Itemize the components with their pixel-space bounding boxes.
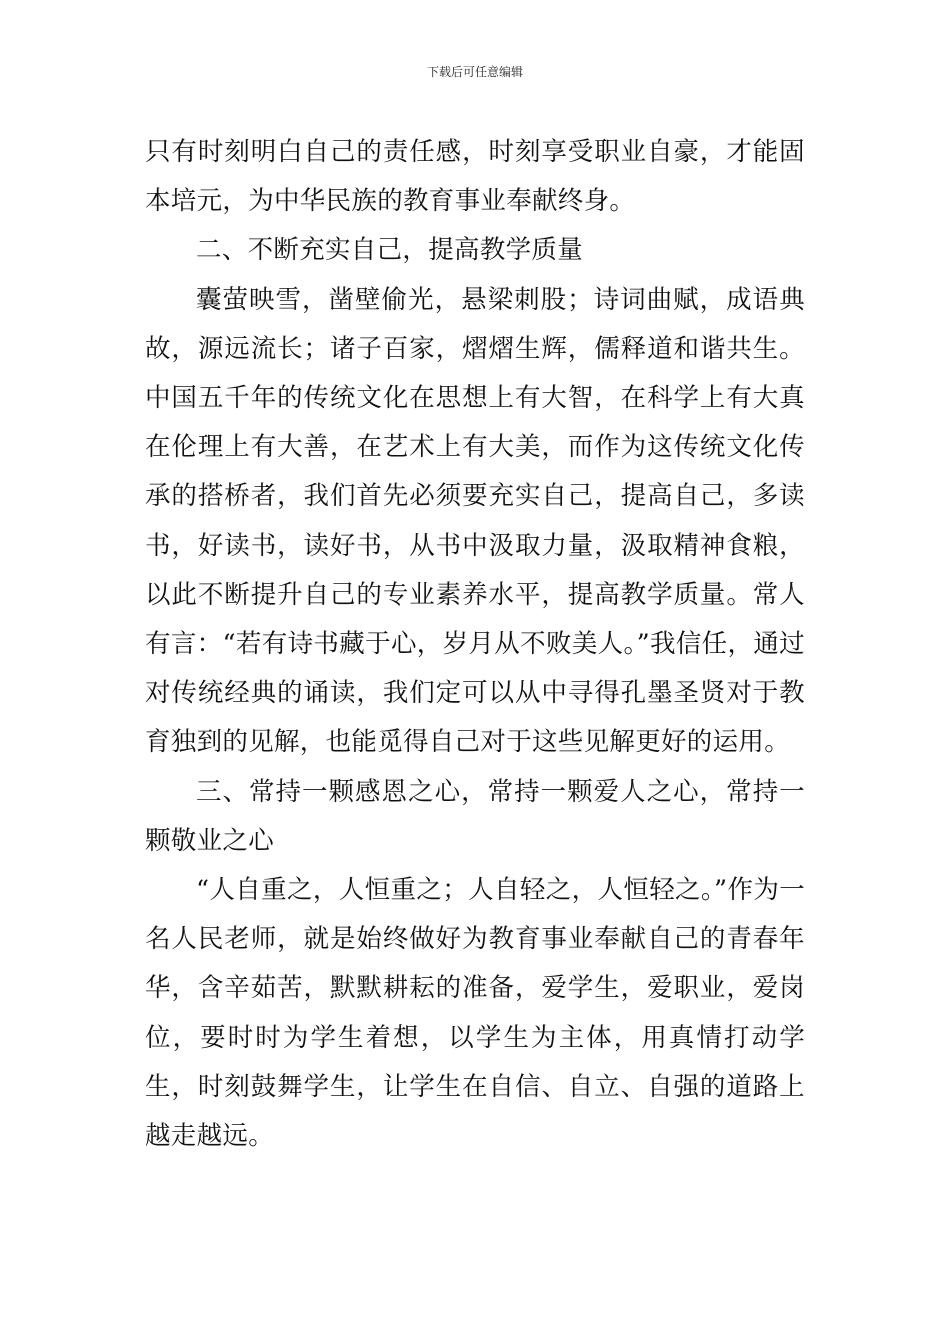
section-heading-2: 二、不断充实自己，提高教学质量 (196, 235, 584, 266)
header-note: 下载后可任意编辑 (426, 65, 523, 79)
section-heading-3: 三、常持一颗感恩之心，常持一颗爱人之心，常持一颗敬业之心 (145, 776, 805, 856)
paragraph-section-2: 囊萤映雪，凿壁偷光，悬梁刺股；诗词曲赋，成语典故，源远流长；诸子百家，熠熠生辉，儒释道和谐共生。中国五千年的传统文化在思想上有大智，在科学上有大真在伦理上有大善，在艺术上有大美，而作为这传统文化传承的搭桥者，我们首先必须要充实自己，提高自己，多读书，好读书，读好书，从书中汲取力量，汲取精神食粮，以此不断提升自己的专业素养水平，提高教学质量。常人有言：“若有诗书藏于心，岁月从不败美人。”我信任，通过对传统经典的诵读，我们定可以从中寻得孔墨圣贤对于教育独到的见解，也能觅得自己对于这些见解更好的运用。 (145, 284, 805, 758)
paragraph-section-3: “人自重之，人恒重之；人自轻之，人恒轻之。”作为一名人民老师，就是始终做好为教育事业奉献自己的青春年华，含辛茹苦，默默耕耘的准备，爱学生，爱职业，爱岗位，要时时为学生着想，以学生为主体，用真情打动学生，时刻鼓舞学生，让学生在自信、自立、自强的道路上越走越远。 (145, 875, 805, 1152)
paragraph-continuation: 只有时刻明白自己的责任感，时刻享受职业自豪，才能固本培元，为中华民族的教育事业奉献终身。 (145, 137, 805, 217)
document-body (145, 128, 805, 1161)
